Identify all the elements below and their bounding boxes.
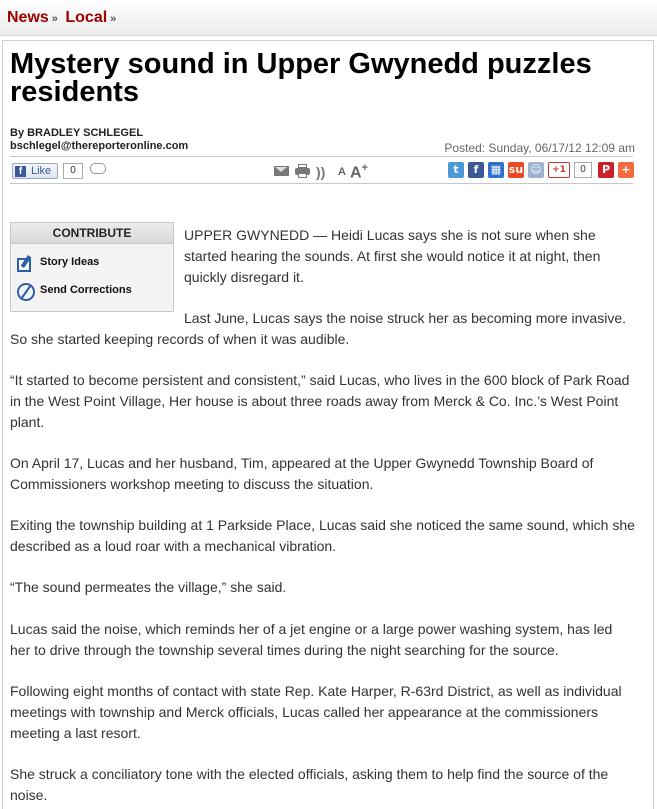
stumbleupon-icon[interactable]: su bbox=[508, 163, 524, 176]
paragraph: “The sound permeates the village,” she said. bbox=[10, 579, 287, 595]
breadcrumb-separator: » bbox=[51, 13, 58, 25]
breadcrumb-local[interactable]: Local bbox=[65, 9, 108, 26]
rss-icon[interactable]: )) bbox=[316, 164, 326, 180]
paragraph: Exiting the township building at 1 Parkside Place, Lucas said she noticed the same sound, which she described as a loud roar with a mechanical vibration. bbox=[10, 517, 635, 554]
like-label: Like bbox=[31, 165, 52, 177]
story-ideas-label: Story Ideas bbox=[40, 256, 100, 268]
paragraph: On April 17, Lucas and her husband, Tim, appeared at the Upper Gwynedd Township Board of Commissioners workshop meeting to discuss the situation. bbox=[10, 455, 594, 492]
addthis-icon[interactable]: + bbox=[618, 162, 634, 178]
pencil-icon bbox=[16, 253, 36, 273]
paragraph: UPPER GWYNEDD — Heidi Lucas says she is not sure when she started hearing the sounds. At first she would notice it at night, then quickly disregard it. bbox=[184, 227, 601, 285]
send-corrections-label: Send Corrections bbox=[40, 284, 132, 296]
email-icon[interactable] bbox=[274, 166, 289, 176]
facebook-icon: f bbox=[15, 166, 26, 177]
font-larger-button[interactable] bbox=[350, 162, 368, 182]
like-count: 0 bbox=[63, 163, 83, 179]
posted-date: Posted: Sunday, 06/17/12 12:09 am bbox=[444, 141, 635, 155]
contribute-title: CONTRIBUTE bbox=[11, 223, 173, 244]
comment-icon[interactable] bbox=[90, 163, 106, 174]
delicious-icon[interactable]: ▦ bbox=[488, 162, 504, 178]
article-title: Mystery sound in Upper Gwynedd puzzles residents bbox=[10, 48, 592, 108]
contribute-box bbox=[10, 222, 174, 312]
breadcrumb bbox=[7, 9, 119, 27]
author-email[interactable]: bschlegel@thereporteronline.com bbox=[10, 140, 189, 152]
breadcrumb-news[interactable]: News bbox=[7, 9, 49, 26]
plusone-label: +1 bbox=[552, 165, 566, 175]
facebook-like-button[interactable] bbox=[12, 163, 58, 179]
breadcrumb-bar bbox=[0, 0, 657, 36]
facebook-share-icon[interactable]: f bbox=[468, 162, 484, 178]
twitter-icon[interactable]: t bbox=[448, 162, 464, 178]
font-smaller-button[interactable]: A bbox=[338, 166, 346, 178]
paragraph: Following eight months of contact with state Rep. Kate Harper, R-63rd District, as well as individual meetings with township and Merck officials, Lucas called her appearance at the commissioners meeting a last resort. bbox=[10, 683, 622, 741]
font-larger-label: A bbox=[350, 164, 362, 182]
reddit-icon[interactable]: ☺ bbox=[528, 162, 544, 178]
pinterest-icon[interactable]: P bbox=[598, 162, 614, 178]
breadcrumb-separator: » bbox=[110, 13, 117, 25]
google-plusone-button[interactable] bbox=[548, 162, 570, 178]
paragraph: Last June, Lucas says the noise struck her as becoming more invasive. So she started keeping records of when it was audible. bbox=[10, 310, 626, 347]
print-icon[interactable] bbox=[295, 164, 310, 177]
byline bbox=[10, 127, 188, 153]
author-name: By BRADLEY SCHLEGEL bbox=[10, 127, 144, 139]
font-larger-plus: + bbox=[361, 162, 368, 174]
paragraph: Lucas said the noise, which reminds her of a jet engine or a large power washing system, has led her to drive through the township several times during the night searching for the source. bbox=[10, 621, 613, 658]
no-icon bbox=[16, 283, 36, 303]
paragraph: She struck a conciliatory tone with the elected officials, asking them to help find the source of the noise. bbox=[10, 766, 609, 803]
plusone-count: 0 bbox=[574, 162, 592, 178]
paragraph: “It started to become persistent and consistent,” said Lucas, who lives in the 600 block of Park Road in the West Point Village, Her house is about three roads away from Merck & Co. Inc.’s West Point plant. bbox=[10, 372, 630, 430]
article-toolbar bbox=[10, 156, 633, 184]
